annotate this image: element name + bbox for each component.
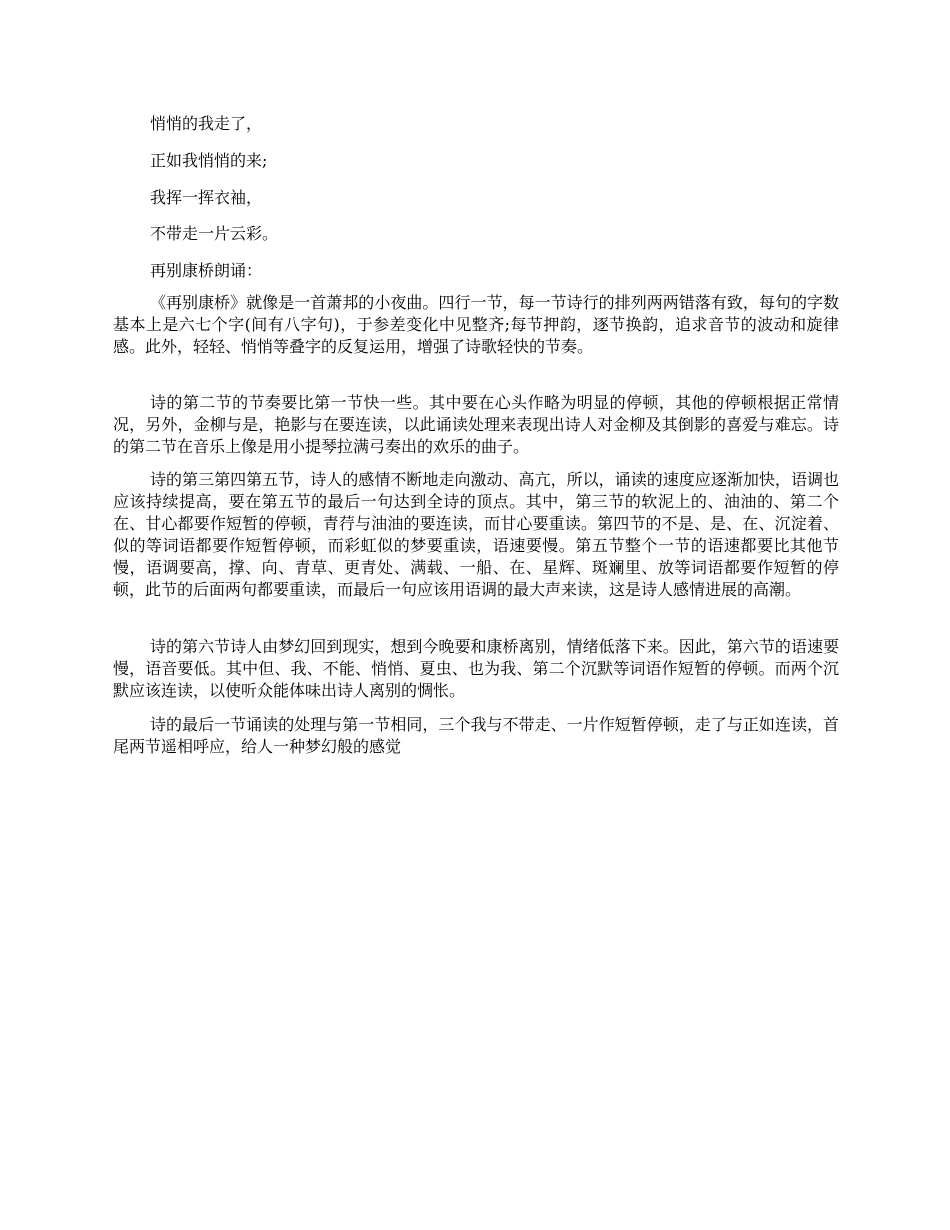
poem-line-4: 不带走一片云彩。 (150, 224, 279, 243)
paragraph-3: 诗的第三第四第五节，诗人的感情不断地走向激动、高亢，所以，诵读的速度应逐渐加快，语调也应该持续提高，要在第五节的最后一句达到全诗的顶点。其中，第三节的软泥上的、油油的、第二个在、甘心都要作短暂的停顿，青荇与油油的要连读，而甘心要重读。第四节的不是、是、在、沉淀着、似的等词语都要作短暂停顿，而彩虹似的梦要重读，语速要慢。第五节整个一节的语速都要比其他节慢，语调要高，撑、向、青草、更青处、满载、一船、在、星辉、斑斓里、放等词语都要作短暂的停顿，此节的后面两句都要重读，而最后一句应该用语调的最大声来读，这是诗人感情进展的高潮。 (113, 470, 839, 599)
section-heading: 再别康桥朗诵： (150, 261, 263, 280)
paragraph-4: 诗的第六节诗人由梦幻回到现实，想到今晚要和康桥离别，情绪低落下来。因此，第六节的语速要慢，语音要低。其中但、我、不能、悄悄、夏虫、也为我、第二个沉默等词语作短暂的停顿。而两个沉默应该连读，以使听众能体味出诗人离别的惆怅。 (113, 637, 839, 700)
paragraph-1: 《再别康桥》就像是一首萧邦的小夜曲。四行一节，每一节诗行的排列两两错落有致，每句的字数基本上是六七个字(间有八字句)，于参差变化中见整齐;每节押韵，逐节换韵，追求音节的波动和旋律感。此外，轻轻、悄悄等叠字的反复运用，增强了诗歌轻快的节奏。 (113, 293, 839, 356)
paragraph-2: 诗的第二节的节奏要比第一节快一些。其中要在心头作略为明显的停顿，其他的停顿根据正常情况，另外，金柳与是，艳影与在要连读，以此诵读处理来表现出诗人对金柳及其倒影的喜爱与难忘。诗的第二节在音乐上像是用小提琴拉满弓奏出的欢乐的曲子。 (113, 393, 839, 456)
poem-line-3: 我挥一挥衣袖， (150, 188, 263, 207)
poem-line-2: 正如我悄悄的来; (150, 151, 268, 170)
paragraph-5: 诗的最后一节诵读的处理与第一节相同，三个我与不带走、一片作短暂停顿，走了与正如连读，首尾两节遥相呼应，给人一种梦幻般的感觉 (113, 715, 839, 756)
poem-line-1: 悄悄的我走了， (150, 114, 263, 133)
